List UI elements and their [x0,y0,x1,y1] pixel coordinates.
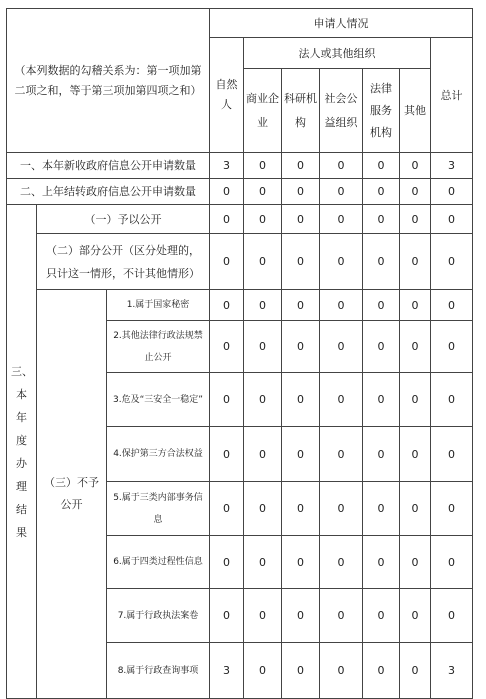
cell-value: 0 [244,536,282,589]
table-row [7,234,473,290]
row-label: 2.其他法律行政法规禁止公开 [107,321,210,373]
cell-value: 0 [210,179,244,205]
applicant-situation-header: 申请人情况 [210,9,473,38]
cell-value: 0 [431,373,473,427]
section3-label: 三、本年度办理结果 [7,205,37,699]
row-label: 8.属于行政查询事项 [107,643,210,699]
cell-value: 3 [210,153,244,179]
cell-value: 0 [320,179,363,205]
cell-value: 0 [282,205,320,234]
cell-value: 0 [282,536,320,589]
commercial-enterprise-header: 商业企业 [244,69,282,153]
cell-value: 0 [282,482,320,536]
cell-value: 0 [431,482,473,536]
row-label: 4.保护第三方合法权益 [107,427,210,482]
cell-value: 0 [320,373,363,427]
cell-value: 0 [210,321,244,373]
row-label: （二）部分公开（区分处理的，只计这一情形，不计其他情形） [37,234,210,290]
cell-value: 0 [363,205,400,234]
cell-value: 0 [400,205,431,234]
cell-value: 0 [400,153,431,179]
social-welfare-org-header: 社会公益组织 [320,69,363,153]
cell-value: 0 [320,153,363,179]
cell-value: 0 [244,234,282,290]
cell-value: 0 [363,179,400,205]
row-label: 6.属于四类过程性信息 [107,536,210,589]
table-row [7,205,473,234]
cell-value: 0 [320,321,363,373]
cell-value: 0 [244,589,282,643]
cell-value: 0 [320,205,363,234]
cell-value: 0 [431,290,473,321]
cell-value: 0 [244,179,282,205]
cell-value: 0 [210,536,244,589]
cell-value: 0 [320,290,363,321]
cell-value: 0 [320,589,363,643]
cell-value: 0 [282,290,320,321]
other-header: 其他 [400,69,431,153]
cell-value: 0 [244,153,282,179]
cell-value: 0 [282,373,320,427]
table-row [7,179,473,205]
row-label: 7.属于行政执法案卷 [107,589,210,643]
cell-value: 0 [282,643,320,699]
cell-value: 0 [400,290,431,321]
cell-value: 0 [400,321,431,373]
cell-value: 0 [320,482,363,536]
cell-value: 0 [431,589,473,643]
cell-value: 0 [363,234,400,290]
formula-note: （本列数据的勾稽关系为：第一项加第二项之和，等于第三项加第四项之和） [7,9,210,153]
cell-value: 0 [400,643,431,699]
cell-value: 0 [363,536,400,589]
cell-value: 0 [363,427,400,482]
cell-value: 0 [320,536,363,589]
table-row [7,290,473,321]
cell-value: 0 [244,373,282,427]
cell-value: 3 [210,643,244,699]
cell-value: 0 [400,179,431,205]
cell-value: 0 [210,373,244,427]
cell-value: 0 [400,589,431,643]
cell-value: 0 [363,321,400,373]
cell-value: 0 [244,482,282,536]
cell-value: 0 [210,234,244,290]
cell-value: 0 [282,589,320,643]
cell-value: 0 [363,290,400,321]
cell-value: 0 [210,205,244,234]
cell-value: 0 [282,179,320,205]
research-institution-header: 科研机构 [282,69,320,153]
cell-value: 0 [400,536,431,589]
row-label: 一、本年新收政府信息公开申请数量 [7,153,210,179]
cell-value: 0 [431,321,473,373]
table-row [7,153,473,179]
cell-value: 0 [282,153,320,179]
cell-value: 0 [431,427,473,482]
cell-value: 0 [431,179,473,205]
cell-value: 0 [320,427,363,482]
cell-value: 0 [363,373,400,427]
cell-value: 0 [244,427,282,482]
cell-value: 0 [320,643,363,699]
total-header: 总计 [431,38,473,153]
cell-value: 0 [400,373,431,427]
cell-value: 0 [400,427,431,482]
legal-service-org-header: 法律服务机构 [363,69,400,153]
row-label: 1.属于国家秘密 [107,290,210,321]
cell-value: 0 [363,643,400,699]
cell-value: 0 [400,482,431,536]
cell-value: 0 [431,536,473,589]
cell-value: 0 [244,321,282,373]
cell-value: 0 [363,482,400,536]
cell-value: 3 [431,643,473,699]
cell-value: 0 [282,321,320,373]
gov-info-disclosure-table [6,8,473,699]
cell-value: 3 [431,153,473,179]
cell-value: 0 [244,205,282,234]
cell-value: 0 [282,234,320,290]
cell-value: 0 [363,153,400,179]
cell-value: 0 [282,427,320,482]
row-label: 3.危及“三安全一稳定” [107,373,210,427]
header-row-1 [7,9,473,38]
row-label: 5.属于三类内部事务信息 [107,482,210,536]
row-label: 二、上年结转政府信息公开申请数量 [7,179,210,205]
cell-value: 0 [210,290,244,321]
natural-person-header: 自然人 [210,38,244,153]
cell-value: 0 [210,589,244,643]
cell-value: 0 [244,290,282,321]
cell-value: 0 [400,234,431,290]
cell-value: 0 [431,234,473,290]
not-disclosed-label: （三）不予公开 [37,290,107,699]
cell-value: 0 [210,427,244,482]
cell-value: 0 [320,234,363,290]
legal-or-other-org-header: 法人或其他组织 [244,38,431,69]
cell-value: 0 [431,205,473,234]
cell-value: 0 [363,589,400,643]
row-label: （一）予以公开 [37,205,210,234]
cell-value: 0 [244,643,282,699]
cell-value: 0 [210,482,244,536]
